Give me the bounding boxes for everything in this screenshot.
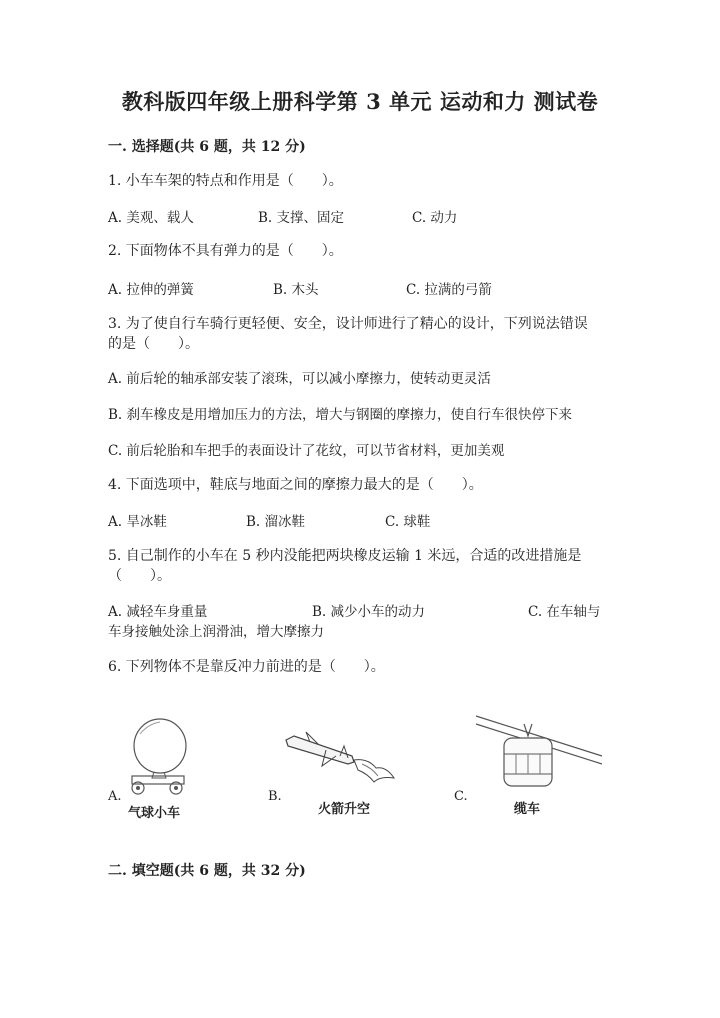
section-heading-choice: 一. 选择题(共 6 题，共 12 分) [108,139,306,155]
question-5-stem-line2: （ ）。 [108,568,171,584]
question-2-option-c[interactable]: C. 拉满的弓箭 [406,282,492,298]
question-5-options [108,600,608,620]
question-3-option-b[interactable]: B. 刹车橡皮是用增加压力的方法，增大与钢圈的摩擦力，使自行车很快停下来 [108,407,573,423]
question-1-stem: 1. 小车车架的特点和作用是（ ）。 [108,173,343,189]
question-6-stem: 6. 下列物体不是靠反冲力前进的是（ ）。 [108,659,385,675]
question-2-stem: 2. 下面物体不具有弹力的是（ ）。 [108,243,343,259]
question-3-option-c[interactable]: C. 前后轮胎和车把手的表面设计了花纹，可以节省材料，更加美观 [108,443,505,459]
question-3-stem-line1: 3. 为了使自行车骑行更轻便、安全，设计师进行了精心的设计，下列说法错误 [108,316,588,332]
question-2-option-a[interactable]: A. 拉伸的弹簧 [108,282,194,298]
rocket-illustration [282,730,402,790]
question-5-option-b[interactable]: B. 减少小车的动力 [312,604,426,620]
question-1-option-b[interactable]: B. 支撑、固定 [258,210,345,226]
question-6-caption-c: 缆车 [514,802,541,817]
question-5-stem-line1: 5. 自己制作的小车在 5 秒内没能把两块橡皮运输 1 米远，合适的改进措施是 [108,548,582,564]
question-4-stem: 4. 下面选项中，鞋底与地面之间的摩擦力最大的是（ ）。 [108,477,483,493]
question-6-caption-a: 气球小车 [128,806,181,821]
question-3-option-a[interactable]: A. 前后轮的轴承部安装了滚珠，可以减小摩擦力，使转动更灵活 [108,371,491,387]
section-heading-fill-in: 二. 填空题(共 6 题，共 32 分) [108,863,306,879]
question-5-option-c-continued: 车身接触处涂上润滑油，增大摩擦力 [108,624,324,640]
question-5-option-c[interactable]: C. 在车轴与 [528,604,601,620]
question-2-options [108,278,608,298]
page-title: 教科版四年级上册科学第 3 单元 运动和力 测试卷 [121,89,599,114]
question-6-option-a-letter[interactable]: A. [108,789,122,804]
question-3-stem-line2: 的是（ ）。 [108,336,199,352]
balloon-car-illustration [118,716,198,798]
question-6-option-c-letter[interactable]: C. [454,789,468,804]
question-6-option-b-letter[interactable]: B. [268,789,282,804]
question-4-option-a[interactable]: A. 旱冰鞋 [108,514,167,530]
question-1-option-a[interactable]: A. 美观、载人 [108,210,194,226]
question-1-options [108,206,608,226]
question-4-option-b[interactable]: B. 溜冰鞋 [246,514,306,530]
question-1-option-c[interactable]: C. 动力 [412,210,458,226]
question-6-caption-b: 火箭升空 [318,802,371,817]
question-2-option-b[interactable]: B. 木头 [273,282,319,298]
question-4-options [108,510,608,530]
question-5-option-a[interactable]: A. 减轻车身重量 [108,604,208,620]
question-4-option-c[interactable]: C. 球鞋 [385,514,431,530]
cable-car-illustration [474,714,604,794]
